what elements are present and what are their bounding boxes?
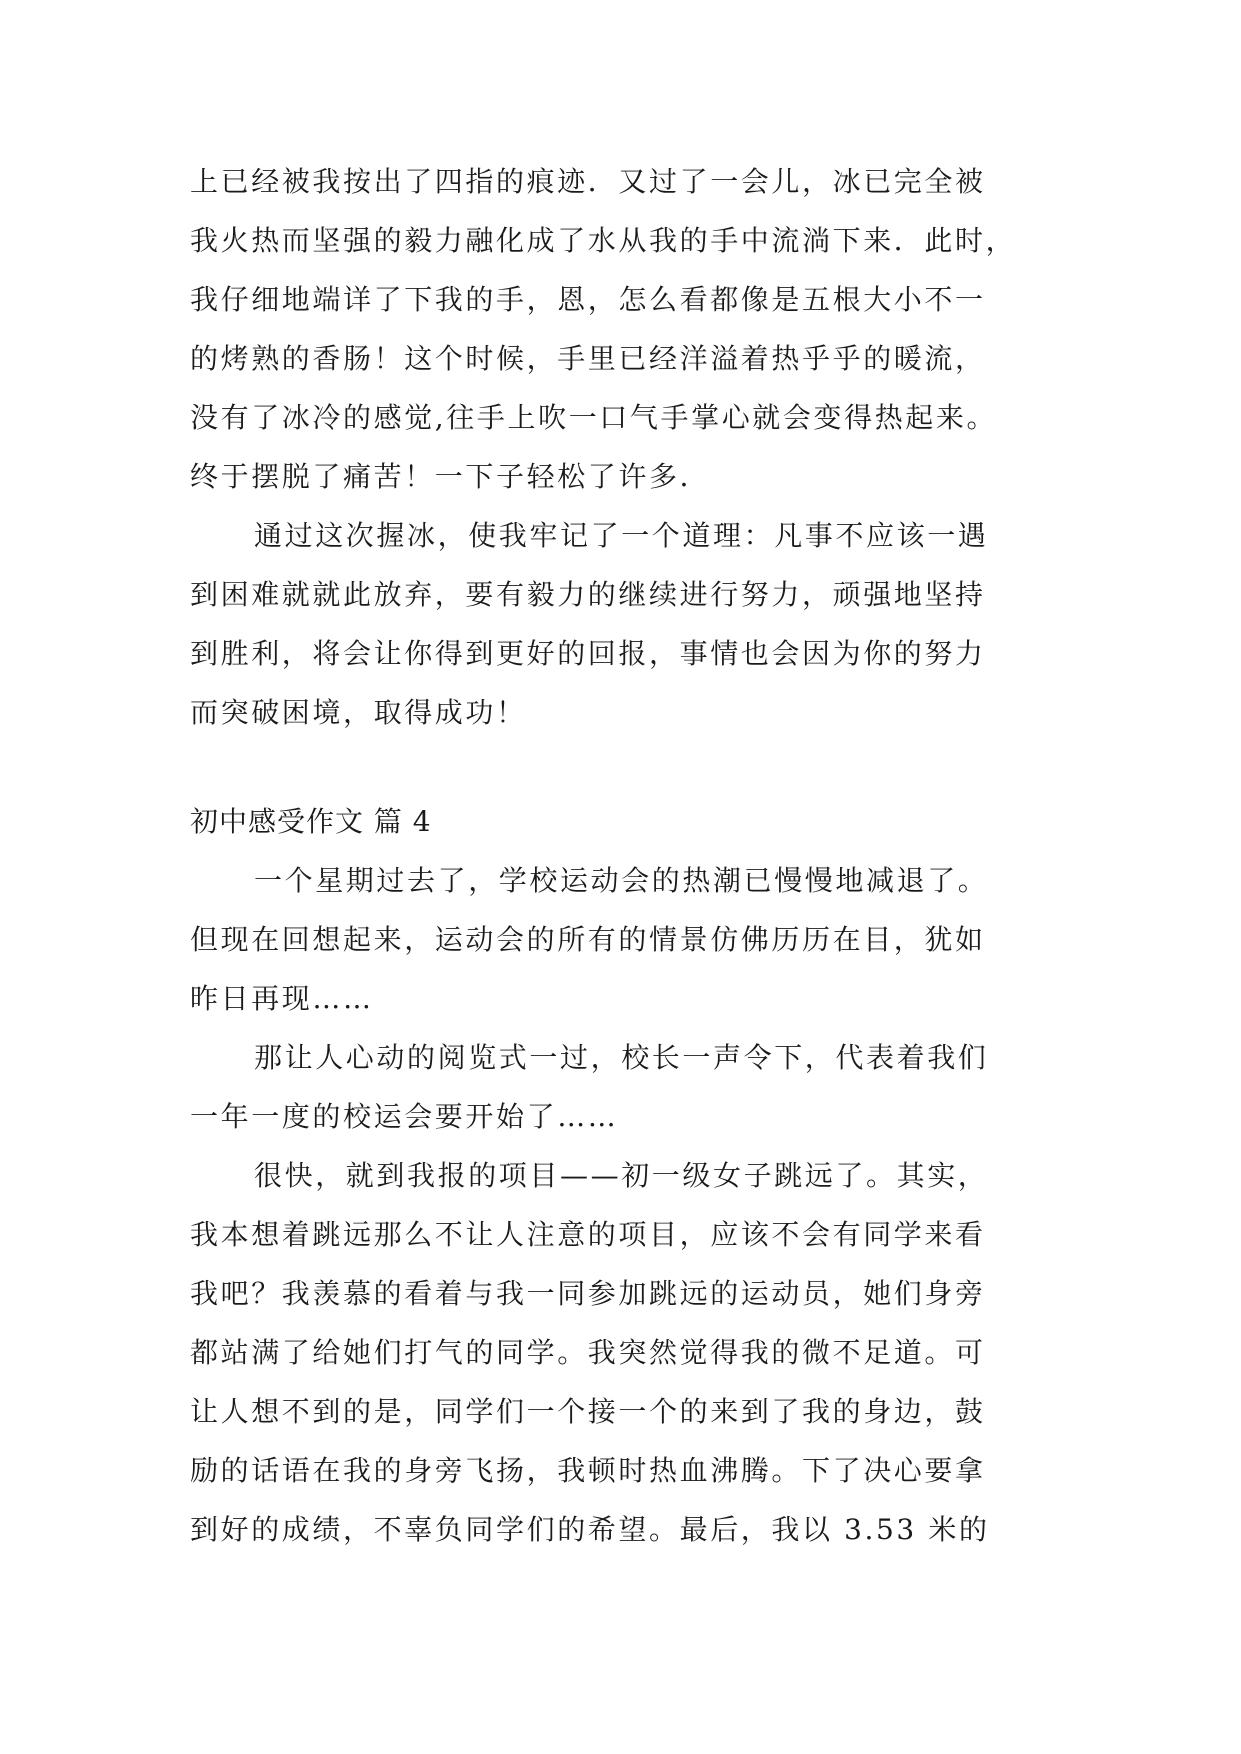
text-line: 我吧？我羡慕的看着与我一同参加跳远的运动员，她们身旁	[190, 1277, 986, 1310]
text-line: 都站满了给她们打气的同学。我突然觉得我的微不足道。可	[190, 1336, 986, 1369]
text-line: 我本想着跳远那么不让人注意的项目，应该不会有同学来看	[190, 1218, 986, 1251]
text-line: 到困难就就此放弃，要有毅力的继续进行努力，顽强地坚持	[190, 578, 986, 611]
text-line: 到胜利，将会让你得到更好的回报，事情也会因为你的努力	[190, 637, 986, 670]
text-line: 的烤熟的香肠！这个时候，手里已经洋溢着热乎乎的暖流，	[190, 342, 986, 375]
text-line: 没有了冰冷的感觉,往手上吹一口气手掌心就会变得热起来。	[190, 401, 998, 434]
text-line: 但现在回想起来，运动会的所有的情景仿佛历历在目，犹如	[190, 923, 986, 956]
text-line: 那让人心动的阅览式一过，校长一声令下，代表着我们	[254, 1041, 989, 1074]
text-line: 很快，就到我报的项目——初一级女子跳远了。其实，	[254, 1159, 989, 1192]
text-line: 一年一度的校运会要开始了……	[190, 1100, 619, 1133]
text-line: 上已经被我按出了四指的痕迹．又过了一会儿，冰已完全被	[190, 165, 986, 198]
text-line: 让人想不到的是，同学们一个接一个的来到了我的身边，鼓	[190, 1395, 986, 1428]
text-line: 通过这次握冰，使我牢记了一个道理：凡事不应该一遇	[254, 519, 989, 552]
text-line: 终于摆脱了痛苦！一下子轻松了许多．	[190, 460, 711, 493]
text-line: 励的话语在我的身旁飞扬，我顿时热血沸腾。下了决心要拿	[190, 1454, 986, 1487]
text-line: 我仔细地端详了下我的手，恩，怎么看都像是五根大小不一	[190, 283, 986, 316]
text-line: 而突破困境，取得成功！	[190, 696, 527, 729]
text-line: 昨日再现……	[190, 982, 374, 1015]
text-line: 我火热而坚强的毅力融化成了水从我的手中流淌下来．此时，	[190, 224, 1017, 257]
text-line: 到好的成绩，不辜负同学们的希望。最后，我以 3.53 米的	[190, 1513, 990, 1546]
text-line: 一个星期过去了，学校运动会的热潮已慢慢地减退了。	[254, 864, 989, 897]
section-heading: 初中感受作文 篇 4	[190, 805, 432, 838]
